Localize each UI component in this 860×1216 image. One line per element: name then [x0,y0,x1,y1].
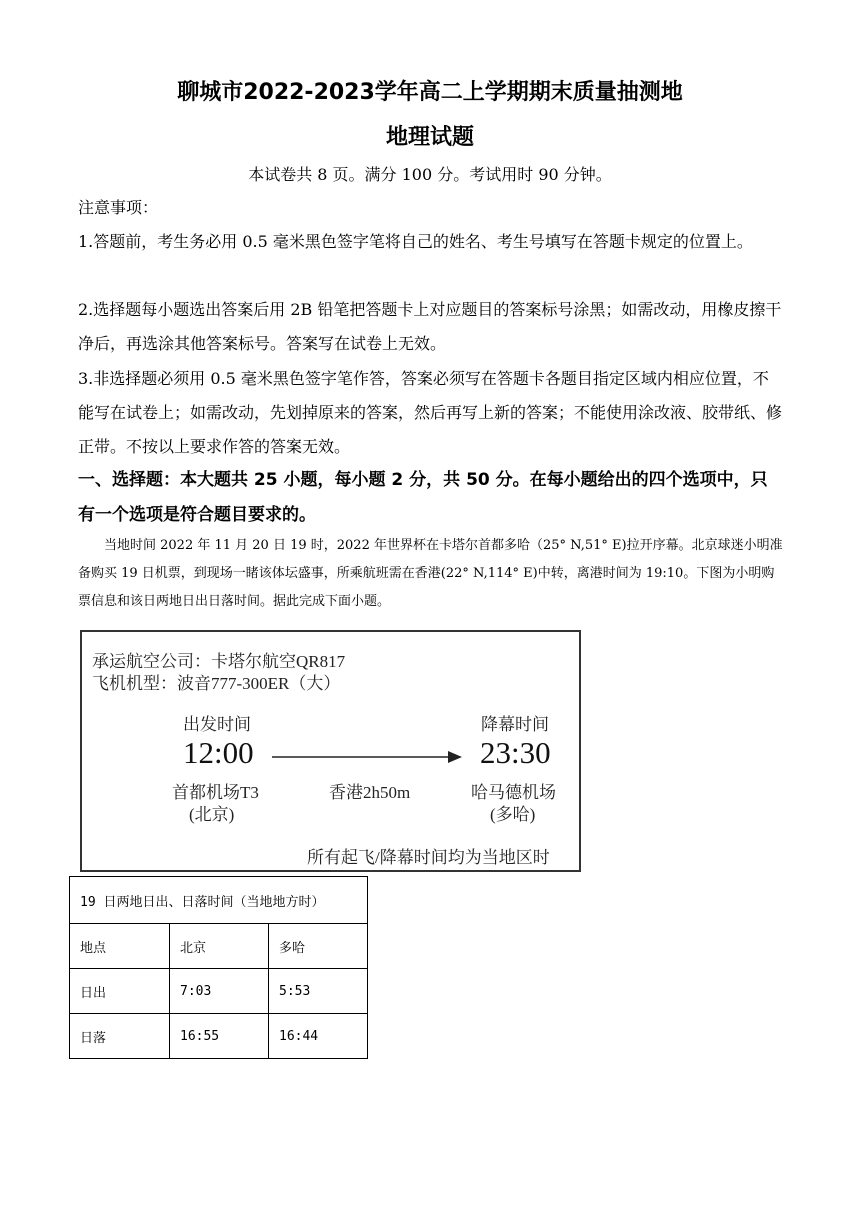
note-2: 2.选择题每小题选出答案后用 2B 铅笔把答题卡上对应题目的答案标号涂黑；如需改动，用橡皮擦干净后，再选涂其他答案标号。答案写在试卷上无效。 [78,300,782,353]
table-caption: 19 日两地日出、日落时间（当地地方时） [70,877,368,924]
row-label: 日落 [70,1014,170,1059]
depart-airport: 首都机场T3 [172,783,259,802]
table-cell: 16:44 [269,1014,368,1059]
notes-heading: 注意事项： [78,198,159,217]
question-intro: 当地时间 2022 年 11 月 20 日 19 时，2022 年世界杯在卡塔尔首都多哈（25° N,51° E)拉开序幕。北京球迷小明准备购买 19 日机票，到现场一睹该体坛盛事，所乘航班需在香港(22° N,114° E)中转，离港时间为 19:10。下图为小明购票信息和该日两地日出日落时间。据此完成下面小题。 [78,538,783,609]
ticket-aircraft: 飞机机型：波音777-300ER（大） [92,674,341,693]
ticket-footnote: 所有起飞/降幕时间均为当地区时 [307,848,550,867]
exam-info: 本试卷共 8 页。满分 100 分。考试用时 90 分钟。 [248,165,612,184]
header-cell: 多哈 [269,924,368,969]
arrive-label: 降幕时间 [481,715,549,734]
row-label: 日出 [70,969,170,1014]
ticket-airline: 承运航空公司：卡塔尔航空QR817 [92,652,346,671]
page-title: 聊城市2022-2023学年高二上学期期末质量抽测地 [177,80,683,105]
depart-time: 12:00 [183,735,254,770]
table-row [70,1014,368,1059]
page-subtitle: 地理试题 [385,125,474,150]
note-3: 3.非选择题必须用 0.5 毫米黑色签字笔作答，答案必须写在答题卡各题目指定区域内相应位置，不能写在试卷上；如需改动，先划掉原来的答案，然后再写上新的答案；不能使用涂改液、胶带纸、修正带。不按以上要求作答的答案无效。 [78,369,783,456]
flight-arrow-icon [272,750,462,764]
header-cell: 地点 [70,924,170,969]
header-cell: 北京 [170,924,269,969]
table-cell: 5:53 [269,969,368,1014]
table-cell: 16:55 [170,1014,269,1059]
note-1: 1.答题前，考生务必用 0.5 毫米黑色签字笔将自己的姓名、考生号填写在答题卡规定的位置上。 [78,232,753,251]
table-row [70,969,368,1014]
depart-label: 出发时间 [183,715,251,734]
table-cell: 7:03 [170,969,269,1014]
transit-info: 香港2h50m [329,783,411,802]
sun-time-table [69,876,368,1059]
section-heading: 一、选择题：本大题共 25 小题，每小题 2 分，共 50 分。在每小题给出的四个选项中，只有一个选项是符合题目要求的。 [78,470,768,525]
depart-city: (北京) [189,805,235,824]
arrive-city: (多哈) [490,805,536,824]
arrive-time: 23:30 [480,735,551,770]
arrive-airport: 哈马德机场 [471,783,556,802]
flight-ticket-figure [80,630,581,872]
